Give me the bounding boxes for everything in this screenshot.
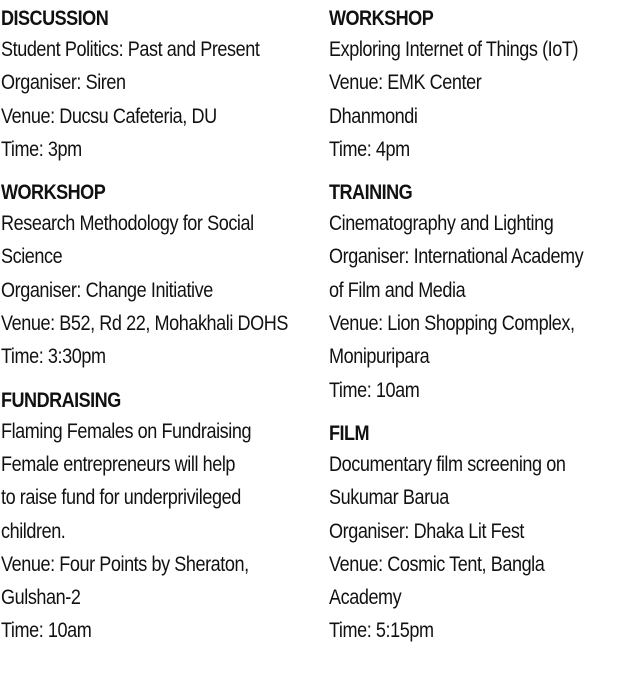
event-venue: Venue: B52, Rd 22, Mohakhali DOHS xyxy=(1,312,288,336)
event-venue-cont: Monipuripara xyxy=(329,345,430,369)
event-venue-cont: Dhanmondi xyxy=(329,104,418,128)
event-time: Time: 3:30pm xyxy=(1,345,106,369)
event-description: Female entrepreneurs will help xyxy=(1,452,236,476)
event-description: children. xyxy=(1,519,66,543)
event-organiser: Organiser: Change Initiative xyxy=(1,278,213,302)
event-venue-cont: Gulshan-2 xyxy=(1,586,81,610)
event-time: Time: 5:15pm xyxy=(329,619,434,643)
event-venue: Venue: EMK Center xyxy=(329,71,482,95)
event-film xyxy=(329,419,627,648)
event-workshop-research xyxy=(1,178,319,373)
event-title-cont: Sukumar Barua xyxy=(329,486,449,510)
event-training xyxy=(329,178,627,407)
event-venue: Venue: Lion Shopping Complex, xyxy=(329,312,575,336)
event-title: Cinematography and Lighting xyxy=(329,212,554,236)
event-title-cont: Science xyxy=(1,245,63,269)
event-category: FUNDRAISING xyxy=(1,388,121,412)
event-organiser: Organiser: Dhaka Lit Fest xyxy=(329,519,525,543)
event-organiser: Organiser: Siren xyxy=(1,71,126,95)
left-column xyxy=(1,4,319,660)
event-time: Time: 3pm xyxy=(1,137,82,161)
event-discussion xyxy=(1,4,319,166)
event-organiser-cont: of Film and Media xyxy=(329,278,466,302)
event-workshop-iot xyxy=(329,4,627,166)
event-organiser: Organiser: International Academy xyxy=(329,245,584,269)
event-venue: Venue: Cosmic Tent, Bangla xyxy=(329,552,545,576)
event-fundraising xyxy=(1,386,319,648)
event-category: TRAINING xyxy=(329,181,413,205)
event-category: WORKSHOP xyxy=(329,7,434,30)
event-category: DISCUSSION xyxy=(1,7,109,30)
event-venue-cont: Academy xyxy=(329,586,402,610)
event-category: WORKSHOP xyxy=(1,181,106,205)
event-category: FILM xyxy=(329,421,370,445)
event-venue: Venue: Four Points by Sheraton, xyxy=(1,552,249,576)
event-time: Time: 10am xyxy=(329,378,420,402)
event-time: Time: 10am xyxy=(1,619,92,643)
event-title: Student Politics: Past and Present xyxy=(1,38,260,61)
event-description: to raise fund for underprivileged xyxy=(1,486,241,510)
event-title: Flaming Females on Fundraising xyxy=(1,419,252,443)
right-column xyxy=(329,4,627,660)
event-title: Documentary film screening on xyxy=(329,452,566,476)
event-title: Research Methodology for Social xyxy=(1,212,254,236)
event-title: Exploring Internet of Things (IoT) xyxy=(329,38,579,61)
event-venue: Venue: Ducsu Cafeteria, DU xyxy=(1,104,217,128)
event-time: Time: 4pm xyxy=(329,137,410,161)
